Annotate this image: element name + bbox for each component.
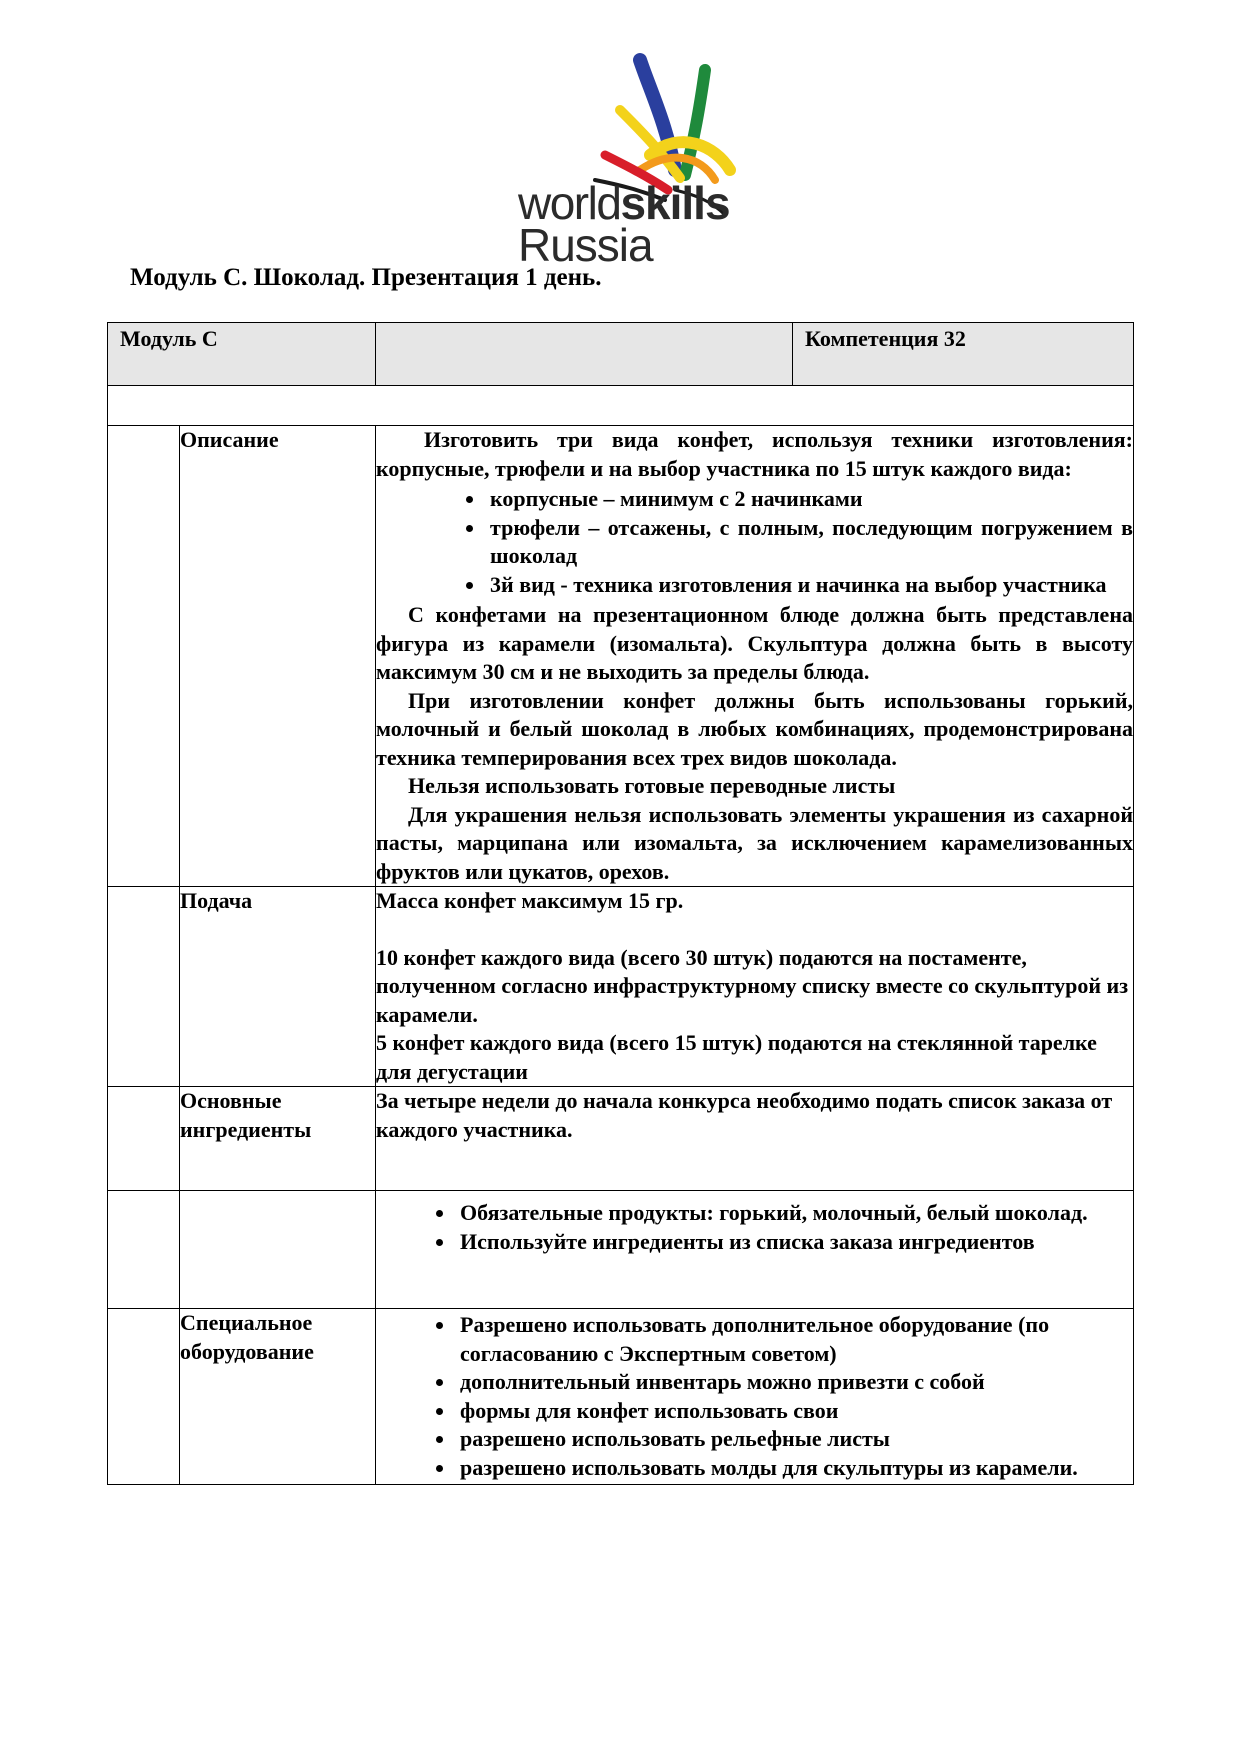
list-item: • разрешено использовать рельефные листы bbox=[456, 1425, 1133, 1454]
row-label-ingredients: Основные ингредиенты bbox=[180, 1087, 376, 1191]
table-row-equipment bbox=[108, 1309, 1134, 1485]
description-para-2: При изготовлении конфет должны быть использованы горький, молочный и белый шоколад в любых комбинациях, продемонстрирована техника темперирования всех трех видов шоколада. bbox=[376, 687, 1134, 770]
logo-skills-text: skills bbox=[620, 177, 730, 229]
table-row-description bbox=[108, 426, 1134, 887]
description-intro: Изготовить три вида конфет, используя техники изготовления: корпусные, трюфели и на выбор участника по 15 штук каждого вида: bbox=[376, 427, 1134, 481]
row-label-description: Описание bbox=[180, 426, 376, 887]
row-label-equipment: Специальное оборудование bbox=[180, 1309, 376, 1485]
list-item: • формы для конфет использовать свои bbox=[456, 1397, 1133, 1426]
list-item: • трюфели – отсажены, с полным, последующим погружением в шоколад bbox=[486, 514, 1133, 571]
list-item: • разрешено использовать молды для скульптуры из карамели. bbox=[456, 1454, 1133, 1483]
table-row-serving bbox=[108, 887, 1134, 1087]
table-header-row bbox=[108, 323, 1134, 386]
equipment-content bbox=[376, 1309, 1134, 1485]
serving-line-3: 5 конфет каждого вида (всего 15 штук) подаются на стеклянной тарелке для дегустации bbox=[376, 1030, 1097, 1084]
description-content bbox=[376, 426, 1134, 887]
logo-world-text: world bbox=[518, 177, 621, 229]
document-title: Модуль С. Шоколад. Презентация 1 день. bbox=[130, 264, 602, 291]
header-competence-cell: Компетенция 32 bbox=[793, 323, 1134, 386]
description-para-4: Для украшения нельзя использовать элементы украшения из сахарной пасты, марципана или изомальта, за исключением карамелизованных фруктов или цукатов, орехов. bbox=[376, 801, 1134, 884]
serving-content bbox=[376, 887, 1134, 1087]
list-item: • Используйте ингредиенты из списка заказа ингредиентов bbox=[456, 1228, 1133, 1257]
description-para-3: Нельзя использовать готовые переводные листы bbox=[408, 773, 896, 798]
module-table bbox=[107, 322, 1134, 1485]
table-row-ingredients bbox=[108, 1087, 1134, 1191]
table-row-products bbox=[108, 1191, 1134, 1309]
products-bullets bbox=[376, 1199, 1133, 1256]
table-spacer-row bbox=[108, 386, 1134, 426]
header-middle-cell bbox=[376, 323, 793, 386]
list-item: • 3й вид - техника изготовления и начинка на выбор участника bbox=[486, 571, 1133, 600]
row-label-products bbox=[180, 1191, 376, 1309]
row-label-serving: Подача bbox=[180, 887, 376, 1087]
header-module-cell: Модуль С bbox=[108, 323, 376, 386]
list-item: • дополнительный инвентарь можно привезти с собой bbox=[456, 1368, 1133, 1397]
ingredients-content: За четыре недели до начала конкурса необходимо подать список заказа от каждого участника. bbox=[376, 1087, 1134, 1191]
logo-russia-text: Russia bbox=[518, 219, 653, 271]
description-para-1: С конфетами на презентационном блюде должна быть представлена фигура из карамели (изомальта). Скульптура должна быть в высоту максимум 30 см и не выходить за пределы блюда. bbox=[376, 602, 1134, 684]
serving-line-1: Масса конфет максимум 15 гр. bbox=[376, 888, 684, 913]
list-item: • корпусные – минимум с 2 начинками bbox=[486, 485, 1133, 514]
products-content bbox=[376, 1191, 1134, 1309]
serving-line-2: 10 конфет каждого вида (всего 30 штук) подаются на постаменте, полученном согласно инфраструктурному списку вместе со скульптурой из карамели. bbox=[376, 944, 1129, 1027]
list-item: • Обязательные продукты: горький, молочный, белый шоколад. bbox=[456, 1199, 1133, 1228]
list-item: • Разрешено использовать дополнительное оборудование (по согласованию с Экспертным советом) bbox=[456, 1311, 1133, 1368]
description-bullets bbox=[376, 485, 1133, 599]
equipment-bullets bbox=[376, 1311, 1133, 1482]
